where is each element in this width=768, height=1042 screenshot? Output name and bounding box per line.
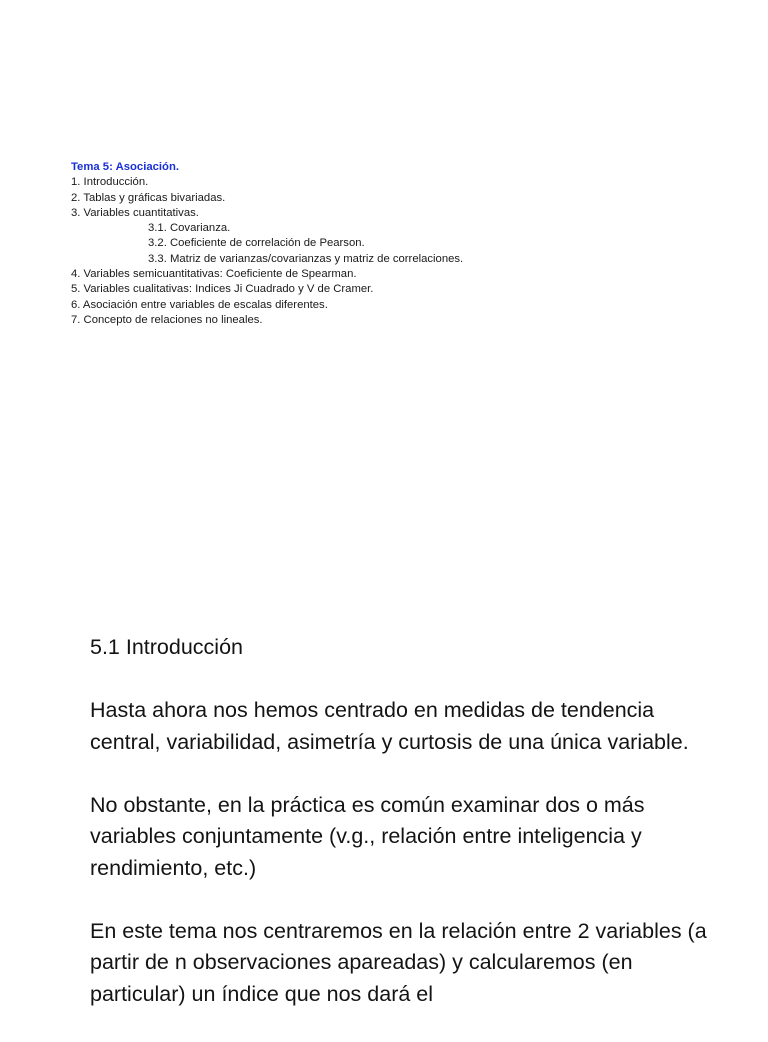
paragraph-3: En este tema nos centraremos en la relación entre 2 variables (a partir de n observaciones apareadas) y calcularemos (en particular) un índice que nos dará el [90,918,707,1006]
table-of-contents [71,160,463,328]
section-introduccion [90,632,710,1042]
toc-item-5: 5. Variables cualitativas: Indices Ji Cuadrado y V de Cramer. [71,283,374,296]
toc-item-3: 3. Variables cuantitativas. [71,206,199,219]
toc-item-1: 1. Introducción. [71,176,149,189]
section-heading: 5.1 Introducción [90,635,243,659]
paragraph-2: No obstante, en la práctica es común examinar dos o más variables conjuntamente (v.g., relación entre inteligencia y rendimiento, etc.) [90,792,645,880]
toc-item-3-3: 3.3. Matriz de varianzas/covarianzas y matriz de correlaciones. [148,252,464,265]
toc-title: Tema 5: Asociación. [71,161,179,173]
toc-item-2: 2. Tablas y gráficas bivariadas. [71,191,226,204]
toc-item-3-1: 3.1. Covarianza. [148,222,231,235]
paragraph-1: Hasta ahora nos hemos centrado en medidas de tendencia central, variabilidad, asimetría y curtosis de una única variable. [90,698,689,754]
toc-item-4: 4. Variables semicuantitativas: Coeficiente de Spearman. [71,268,357,281]
toc-item-7: 7. Concepto de relaciones no lineales. [71,313,263,326]
toc-item-3-2: 3.2. Coeficiente de correlación de Pearson. [148,237,365,250]
toc-item-6: 6. Asociación entre variables de escalas diferentes. [71,298,328,311]
